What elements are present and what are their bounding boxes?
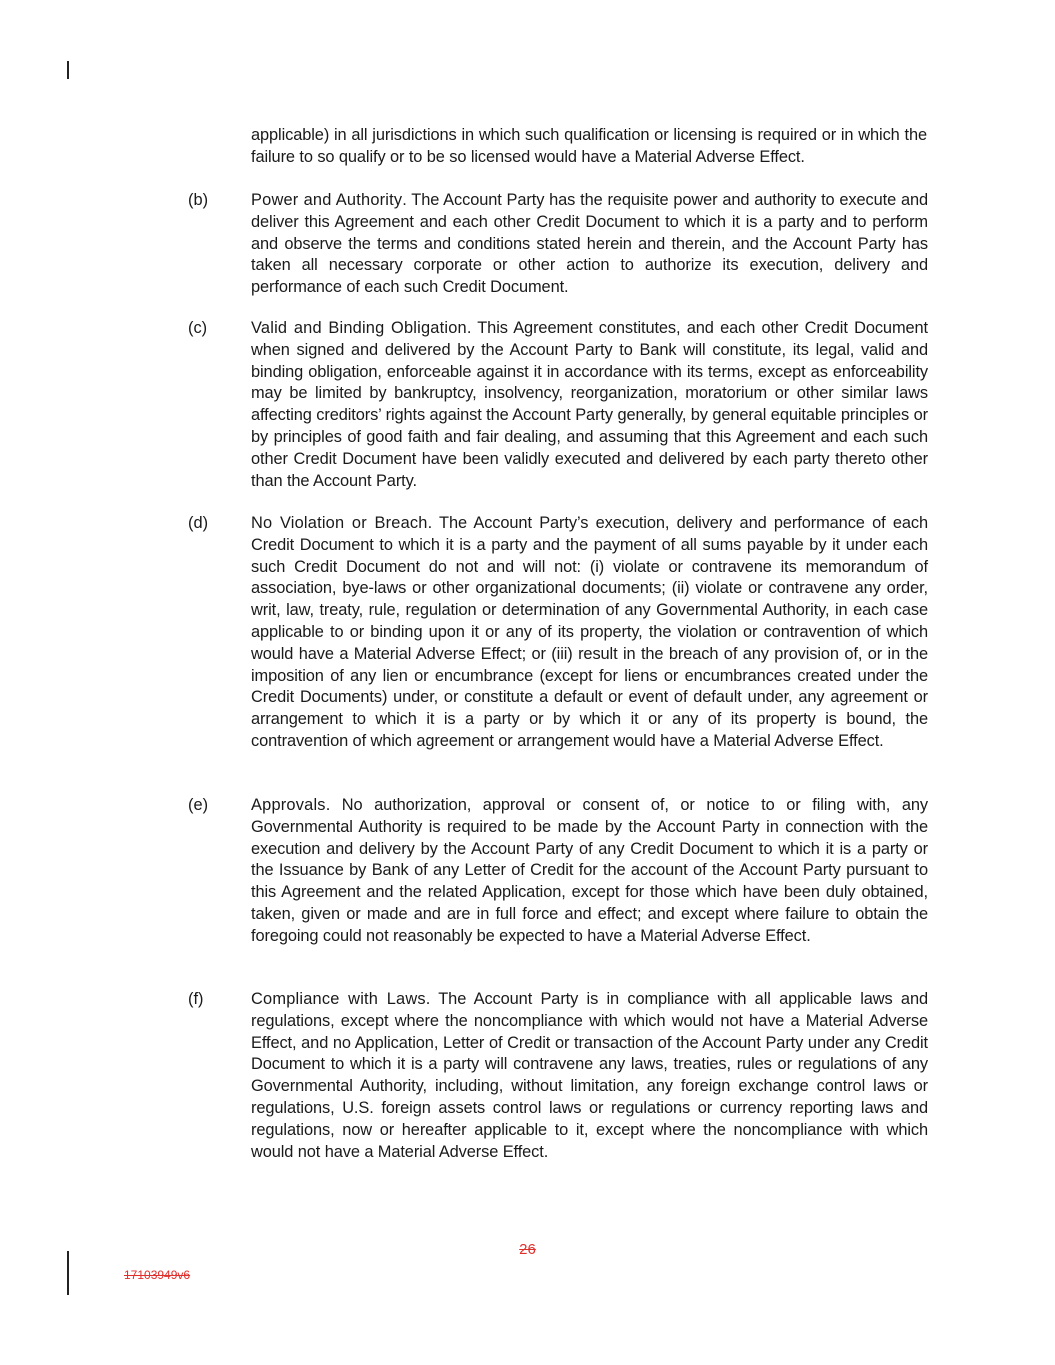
section-body: . No authorization, approval or consent of, or notice to or filing with, any Governmental Authority is required to be made by the Account Party in connection with the execution and delivery by the Account Party of any Credit Document to which it is a party or the Issuance by Bank of any Letter of Credit for the account of the Account Party pursuant to this Agreement and the related Application, except for those which have been duly obtained, taken, given or made and are in full force and effect; and except where failure to obtain the foregoing could not reasonably be expected to have a Material Adverse Effect. [251,796,928,945]
section-body: . The Account Party’s execution, delivery and performance of each Credit Document to which it is a party and the payment of all sums payable by it under each such Credit Document do not and will not: (i) violate or contravene its memorandum of association, bye-laws or other organizational documents; (ii) violate or contravene any order, writ, law, treaty, rule, regulation or determination of any Governmental Authority, in each case applicable to or binding upon it or any of its property, the violation or contravention of which would have a Material Adverse Effect; or (iii) result in the breach of any provision of, or in the imposition of any lien or encumbrance (except for liens or encumbrances created under the Credit Documents) under, or constitute a default or event of default under, any agreement or arrangement to which it is a party or by which it or any of its property is bound, the contravention of which agreement or arrangement would have a Material Adverse Effect. [251,514,928,750]
change-bar-top [67,61,69,79]
section-label: (f) [188,990,204,1008]
section-label: (c) [188,319,208,337]
section-heading: Power and Authority [251,191,403,209]
section-content [251,795,928,948]
section-content [251,513,928,753]
section-body: . The Account Party has the requisite power and authority to execute and deliver this Agreement and each other Credit Document to which it is a party and to perform and observe the terms and conditions stated herein and therein, and the Account Party has taken all necessary corporate or other action to authorize its execution, delivery and performance of each such Credit Document. [251,191,928,297]
section-e [188,795,928,948]
section-f [188,989,928,1163]
continuation-paragraph: applicable) in all jurisdictions in which such qualification or licensing is required or in which the failure to so qualify or to be so licensed would have a Material Adverse Effect. [251,126,927,166]
section-label: (b) [188,191,209,209]
section-body: . The Account Party is in compliance with all applicable laws and regulations, except where the noncompliance with which would not have a Material Adverse Effect, and no Application, Letter of Credit or transaction of the Account Party under any Credit Document to which it is a party will contravene any laws, treaties, rules or regulations of any Governmental Authority, including, without limitation, any foreign exchange control laws or regulations, U.S. foreign assets control laws or regulations or currency reporting laws and regulations, now or hereafter applicable to it, except where the noncompliance with which would not have a Material Adverse Effect. [251,990,928,1161]
section-label: (d) [188,514,209,532]
section-content [251,989,928,1163]
section-c [188,318,928,492]
section-body: . This Agreement constitutes, and each other Credit Document when signed and delivered by the Account Party to Bank will constitute, its legal, valid and binding obligation, enforceable against it in accordance with its terms, except as enforceability may be limited by bankruptcy, insolvency, reorganization, moratorium or other similar laws affecting creditors’ rights against the Account Party generally, by general equitable principles or by principles of good faith and fair dealing, and assuming that this Agreement and each such other Credit Document have been validly executed and delivered by each party thereto other than the Account Party. [251,319,928,490]
section-label: (e) [188,796,209,814]
section-heading: Valid and Binding Obligation [251,319,467,337]
document-id: 17103949v6 [124,1268,191,1282]
section-content [251,190,928,299]
section-heading: No Violation or Breach [251,514,428,532]
page-number: 26 [519,1241,536,1258]
section-heading: Approvals [251,796,326,814]
section-content [251,318,928,492]
section-heading: Compliance with Laws [251,990,426,1008]
section-b [188,190,928,299]
section-d [188,513,928,753]
